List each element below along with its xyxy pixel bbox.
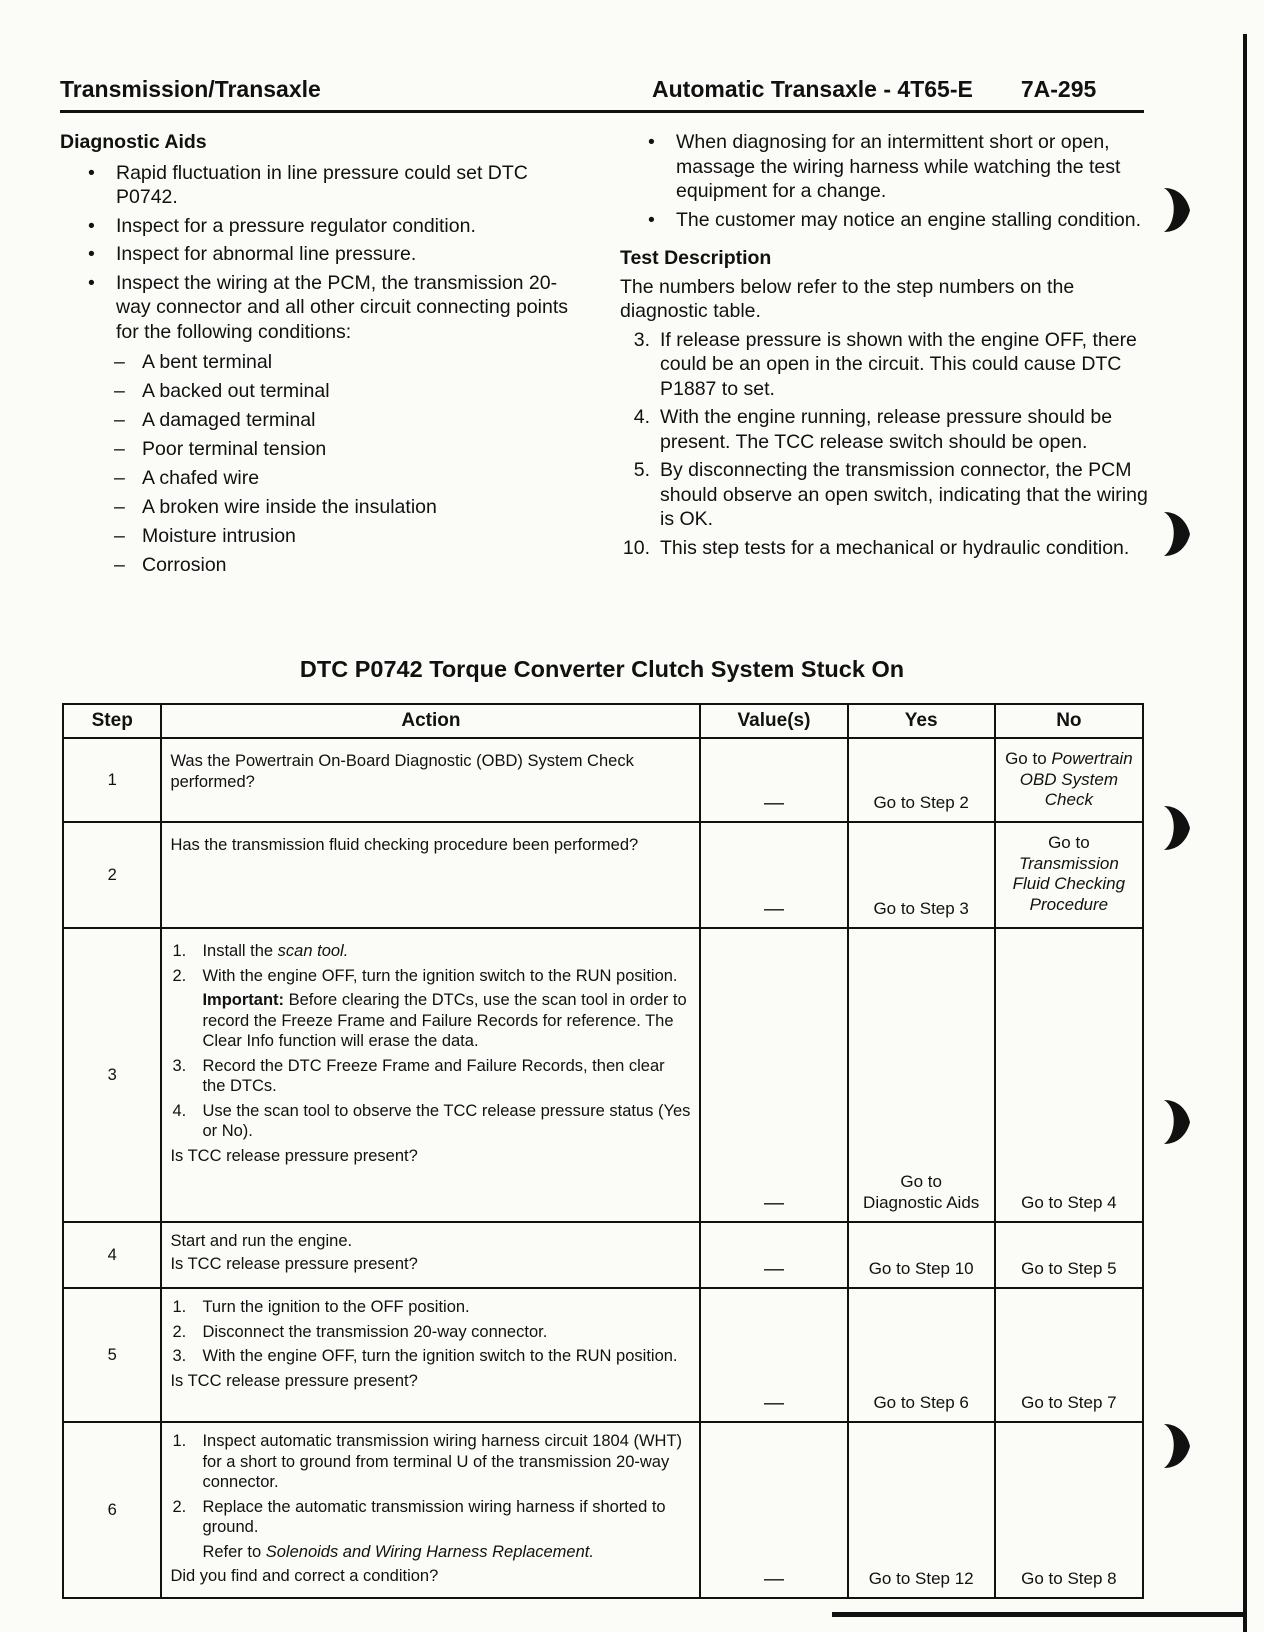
- no-reference: Powertrain OBD System Check: [1019, 749, 1133, 809]
- important-text: Before clearing the DTCs, use the scan tool in order to record the Freeze Frame and Failure Records for reference. The Clear Info function will erase the data.: [202, 991, 687, 1050]
- condition-item: – A broken wire inside the insulation: [112, 495, 580, 520]
- yes-cell: Go to Step 6: [848, 1288, 995, 1422]
- yes-cell: Go to Step 2: [848, 738, 995, 822]
- conditions-list: [116, 350, 580, 578]
- table-row: [63, 1422, 1143, 1598]
- yes-cell: Go to Step 12: [848, 1422, 995, 1598]
- list-item: • Rapid fluctuation in line pressure could set DTC P0742.: [60, 161, 580, 210]
- action-step-text: Install the: [202, 942, 274, 960]
- action-question: Did you find and correct a condition?: [170, 1567, 439, 1585]
- action-steps: [170, 1431, 691, 1562]
- step-text: With the engine running, release pressure should be present. The TCC release switch should be open.: [660, 406, 1113, 453]
- step-number: 5.: [633, 459, 650, 481]
- action-step-text: With the engine OFF, turn the ignition switch to the RUN position.: [202, 1347, 678, 1365]
- column-header-step: Step: [63, 704, 161, 738]
- header-rule: [60, 110, 1144, 113]
- condition-item: – Corrosion: [112, 553, 580, 578]
- action-question: Was the Powertrain On-Board Diagnostic (OBD) System Check performed?: [170, 752, 634, 791]
- list-item: • Inspect for abnormal line pressure.: [60, 242, 580, 267]
- action-cell: [161, 1288, 700, 1422]
- yes-cell: [848, 928, 995, 1222]
- value-cell: —: [700, 1422, 847, 1598]
- chapter-name: Automatic Transaxle - 4T65-E: [652, 76, 973, 102]
- condition-item: – A backed out terminal: [112, 379, 580, 404]
- action-step: [170, 1346, 691, 1367]
- action-step-text: Record the DTC Freeze Frame and Failure Records, then clear the DTCs.: [202, 1056, 665, 1095]
- binder-hole-mark: [1160, 508, 1192, 560]
- action-step-number: 1.: [172, 1432, 187, 1450]
- step-text: If release pressure is shown with the engine OFF, there could be an open in the circuit. This could cause DTC P1887 to set.: [660, 328, 1137, 400]
- action-step-number: 4.: [172, 1101, 187, 1120]
- refer-prefix: Refer to: [202, 1542, 262, 1561]
- action-step: [170, 1101, 691, 1142]
- action-cell: [161, 928, 700, 1222]
- test-step-item: [620, 536, 1148, 561]
- action-cell: [161, 1222, 700, 1288]
- action-step-text: Inspect automatic transmission wiring harness circuit 1804 (WHT) for a short to ground from terminal U of the transmission 20-way connector.: [202, 1432, 683, 1491]
- action-question: Is TCC release pressure present?: [170, 1371, 418, 1390]
- action-cell: [161, 1422, 700, 1598]
- action-steps: [170, 1297, 691, 1367]
- intermittent-list: [620, 130, 1148, 232]
- condition-item: – A damaged terminal: [112, 408, 580, 433]
- table-row: [63, 1222, 1143, 1288]
- yes-reference: Diagnostic Aids: [863, 1192, 980, 1212]
- no-cell: [995, 738, 1143, 822]
- test-step-item: [620, 458, 1148, 532]
- step-cell: 5: [63, 1288, 161, 1422]
- list-item: • When diagnosing for an intermittent short or open, massage the wiring harness while watching the test equipment for a change.: [620, 130, 1148, 204]
- no-cell: Go to Step 8: [995, 1422, 1143, 1598]
- step-cell: 4: [63, 1222, 161, 1288]
- table-title: DTC P0742 Torque Converter Clutch System Stuck On: [299, 656, 905, 682]
- condition-item: – Moisture intrusion: [112, 524, 580, 549]
- action-step-text: With the engine OFF, turn the ignition switch to the RUN position.: [202, 966, 678, 985]
- action-question: Is TCC release pressure present?: [170, 1146, 418, 1165]
- value-cell: —: [700, 1288, 847, 1422]
- action-step-number: 1.: [172, 942, 187, 960]
- action-step-text: Use the scan tool to observe the TCC release pressure status (Yes or No).: [202, 1101, 691, 1140]
- diagnostic-aids-heading: Diagnostic Aids: [60, 131, 207, 153]
- action-step: [170, 1297, 691, 1318]
- step-number: 3.: [633, 328, 650, 351]
- no-prefix: Go to: [1005, 749, 1047, 768]
- action-step: [170, 966, 691, 1052]
- action-step-number: 3.: [172, 1056, 187, 1075]
- list-item: • The customer may notice an engine stalling condition.: [620, 208, 1148, 233]
- step-text: By disconnecting the transmission connector, the PCM should observe an open switch, indicating that the wiring is OK.: [660, 459, 1148, 530]
- action-step: [170, 1497, 691, 1563]
- column-header-action: Action: [161, 704, 700, 738]
- yes-cell: Go to Step 3: [848, 822, 995, 928]
- step-cell: 2: [63, 822, 161, 928]
- step-text: This step tests for a mechanical or hydraulic condition.: [660, 536, 1130, 559]
- step-cell: 6: [63, 1422, 161, 1598]
- yes-prefix: Go to: [900, 1172, 942, 1191]
- action-cell: [161, 738, 700, 822]
- diagnostic-table: [62, 703, 1144, 1599]
- binder-hole-mark: [1160, 1420, 1192, 1472]
- action-step-text: Replace the automatic transmission wiring harness if shorted to ground.: [202, 1497, 666, 1536]
- page-edge-rule: [1243, 34, 1247, 1632]
- right-column: [620, 130, 1148, 564]
- test-description-list: [620, 328, 1148, 561]
- value-cell: —: [700, 1222, 847, 1288]
- action-step-number: 2.: [172, 1322, 187, 1341]
- action-step-text: Turn the ignition to the OFF position.: [202, 1298, 470, 1316]
- column-header-values: Value(s): [700, 704, 847, 738]
- test-description-heading: Test Description: [620, 247, 772, 269]
- action-question: Is TCC release pressure present?: [170, 1254, 418, 1273]
- action-step: [170, 941, 691, 962]
- action-step-number: 2.: [172, 1497, 187, 1516]
- list-item: [60, 271, 580, 578]
- test-description-intro: The numbers below refer to the step numbers on the diagnostic table.: [620, 275, 1075, 322]
- table-row: [63, 1288, 1143, 1422]
- no-cell: Go to Step 7: [995, 1288, 1143, 1422]
- step-number: 4.: [633, 406, 650, 428]
- action-step-number: 1.: [172, 1298, 187, 1316]
- bottom-rule: [832, 1612, 1243, 1617]
- chapter-title: [652, 76, 1096, 103]
- condition-item: – Poor terminal tension: [112, 437, 580, 462]
- no-cell: [995, 822, 1143, 928]
- binder-hole-mark: [1160, 802, 1192, 854]
- step-number: 10.: [622, 536, 650, 559]
- step-cell: 1: [63, 738, 161, 822]
- action-step: [170, 1322, 691, 1343]
- page-number: 7A-295: [1020, 76, 1097, 102]
- refer-note: [202, 1542, 691, 1563]
- binder-hole-mark: [1160, 1096, 1192, 1148]
- column-header-no: No: [995, 704, 1143, 738]
- value-cell: —: [700, 928, 847, 1222]
- refer-reference: Solenoids and Wiring Harness Replacement.: [265, 1542, 594, 1561]
- important-label: Important:: [202, 991, 285, 1009]
- column-header-yes: Yes: [848, 704, 995, 738]
- action-step-text: Disconnect the transmission 20-way connector.: [202, 1322, 548, 1341]
- no-prefix: Go to: [1048, 833, 1090, 852]
- action-text: Start and run the engine.: [170, 1232, 353, 1250]
- table-row: [63, 738, 1143, 822]
- table-row: [63, 928, 1143, 1222]
- important-note: [202, 990, 691, 1052]
- list-item-text: Inspect the wiring at the PCM, the transmission 20-way connector and all other circuit connecting points for the following conditions:: [116, 271, 569, 343]
- action-step: [170, 1431, 691, 1493]
- test-step-item: [620, 328, 1148, 402]
- action-step: [170, 1056, 691, 1097]
- action-question: Has the transmission fluid checking procedure been performed?: [170, 836, 639, 854]
- value-cell: —: [700, 738, 847, 822]
- section-title: Transmission/Transaxle: [60, 76, 321, 102]
- binder-hole-mark: [1160, 184, 1192, 236]
- scan-tool-reference: scan tool.: [277, 942, 349, 960]
- test-step-item: [620, 405, 1148, 454]
- no-cell: Go to Step 5: [995, 1222, 1143, 1288]
- table-header-row: [63, 704, 1143, 738]
- no-cell: Go to Step 4: [995, 928, 1143, 1222]
- no-reference: Transmission Fluid Checking Procedure: [1012, 853, 1126, 914]
- value-cell: —: [700, 822, 847, 928]
- table-row: [63, 822, 1143, 928]
- action-steps: [170, 941, 691, 1142]
- action-cell: [161, 822, 700, 928]
- diagnostic-aids-section: [60, 130, 580, 582]
- list-item: • Inspect for a pressure regulator condition.: [60, 214, 580, 239]
- yes-cell: Go to Step 10: [848, 1222, 995, 1288]
- action-step-number: 2.: [172, 966, 187, 985]
- step-cell: 3: [63, 928, 161, 1222]
- condition-item: – A bent terminal: [112, 350, 580, 375]
- action-step-number: 3.: [172, 1347, 187, 1365]
- condition-item: – A chafed wire: [112, 466, 580, 491]
- diagnostic-aids-list: [60, 161, 580, 578]
